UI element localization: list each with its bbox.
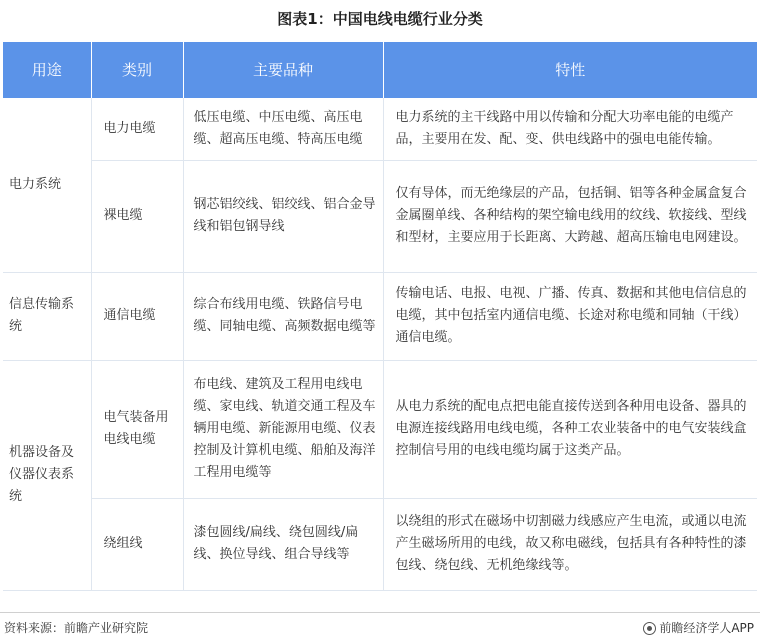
cell-features: 从电力系统的配电点把电能直接传送到各种用电设备、器具的电源连接线路用电线电缆，各种工农业装备中的电气安装线盒控制信号用的电线电缆均属于这类产品。 bbox=[383, 360, 757, 498]
header-products: 主要品种 bbox=[183, 42, 383, 98]
brand-credit bbox=[643, 615, 754, 641]
header-use: 用途 bbox=[3, 42, 91, 98]
brand-logo-icon bbox=[643, 622, 656, 635]
header-features: 特性 bbox=[383, 42, 757, 98]
cell-products: 低压电缆、中压电缆、高压电缆、超高压电缆、特高压电缆 bbox=[183, 98, 383, 160]
cell-features: 电力系统的主干线路中用以传输和分配大功率电能的电缆产品，主要用在发、配、变、供电线路中的强电电能传输。 bbox=[383, 98, 757, 160]
table-row bbox=[3, 98, 757, 160]
brand-name: 前瞻经济学人APP bbox=[659, 621, 754, 635]
table-row bbox=[3, 498, 757, 590]
cell-use: 信息传输系统 bbox=[3, 272, 91, 360]
cell-category: 电气装备用电线电缆 bbox=[91, 360, 183, 498]
cell-features: 仅有导体，而无绝缘层的产品，包括铜、铝等各种金属盒复合金属圈单线、各种结构的架空输电线用的纹线、软接线、型线和型材，主要应用于长距离、大跨越、超高压输电电网建设。 bbox=[383, 160, 757, 272]
cell-products: 钢芯铝绞线、铝绞线、铝合金导线和铝包钢导线 bbox=[183, 160, 383, 272]
footer bbox=[0, 612, 760, 644]
cell-category: 电力电缆 bbox=[91, 98, 183, 160]
cell-use: 机器设备及仪器仪表系统 bbox=[3, 360, 91, 590]
classification-table bbox=[3, 42, 757, 591]
cell-use: 电力系统 bbox=[3, 98, 91, 272]
table-row bbox=[3, 160, 757, 272]
cell-products: 综合布线用电缆、铁路信号电缆、同轴电缆、高频数据电缆等 bbox=[183, 272, 383, 360]
cell-features: 传输电话、电报、电视、广播、传真、数据和其他电信信息的电缆，其中包括室内通信电缆、长途对称电缆和同轴（干线）通信电缆。 bbox=[383, 272, 757, 360]
table-header-row bbox=[3, 42, 757, 98]
table-row bbox=[3, 360, 757, 498]
cell-category: 通信电缆 bbox=[91, 272, 183, 360]
page-title: 图表1：中国电线电缆行业分类 bbox=[277, 10, 483, 28]
cell-products: 漆包圆线/扁线、绕包圆线/扁线、换位导线、组合导线等 bbox=[183, 498, 383, 590]
cell-category: 裸电缆 bbox=[91, 160, 183, 272]
cell-category: 绕组线 bbox=[91, 498, 183, 590]
header-category: 类别 bbox=[91, 42, 183, 98]
table-row bbox=[3, 272, 757, 360]
source-note: 资料来源：前瞻产业研究院 bbox=[4, 621, 149, 635]
cell-products: 布电线、建筑及工程用电线电缆、家电线、轨道交通工程及车辆用电缆、新能源用电缆、仪表控制及计算机电缆、船舶及海洋工程用电缆等 bbox=[183, 360, 383, 498]
cell-features: 以绕组的形式在磁场中切割磁力线感应产生电流，或通以电流产生磁场所用的电线，故又称电磁线，包括具有各种特性的漆包线、绕包线、无机绝缘线等。 bbox=[383, 498, 757, 590]
